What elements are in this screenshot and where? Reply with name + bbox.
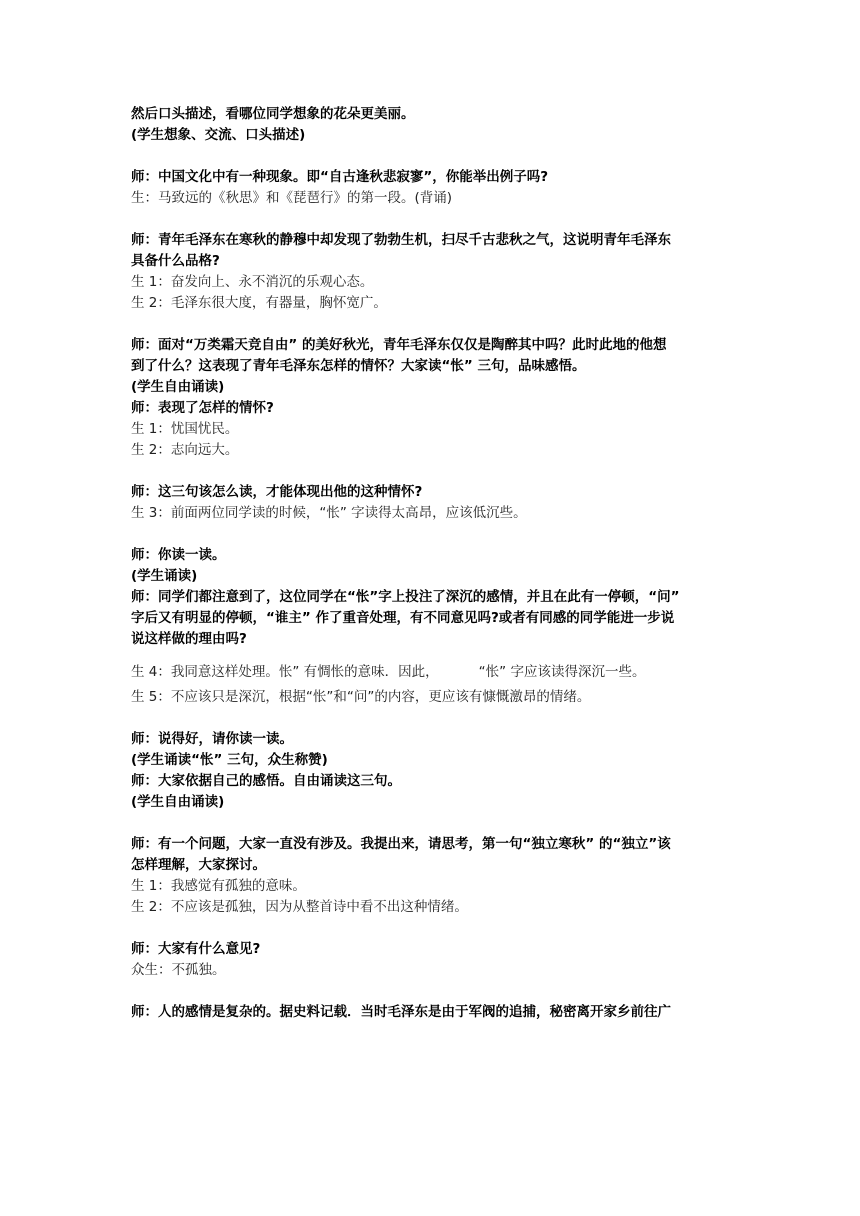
teacher-line: 师：有一个问题，大家一直没有涉及。我提出来，请思考，第一句“独立寒秋” 的“独立”该 — [131, 836, 671, 852]
text-line: 然后口头描述，看哪位同学想象的花朵更美丽。 — [131, 106, 415, 122]
student-line: 生：马致远的《秋思》和《琵琶行》的第一段。(背诵) — [131, 190, 453, 206]
student-line: 生 1：忧国忧民。 — [131, 421, 239, 437]
stage-direction: (学生诵读) — [131, 568, 198, 584]
stage-direction: (学生自由诵读) — [131, 794, 225, 810]
lesson-transcript — [131, 104, 731, 1023]
teacher-line: 师：大家依据自己的感悟。自由诵读这三句。 — [131, 773, 401, 789]
teacher-line: 师：面对“万类霜天竞自由” 的美好秋光，青年毛泽东仅仅是陶醉其中吗？此时此地的他想 — [131, 337, 667, 353]
teacher-line: 师：青年毛泽东在寒秋的静穆中却发现了勃勃生机，扫尽千古悲秋之气，这说明青年毛泽东 — [131, 232, 671, 248]
teacher-line: 师：这三句该怎么读，才能体现出他的这种情怀? — [131, 484, 423, 500]
teacher-line: 师：说得好，请你读一读。 — [131, 731, 293, 747]
student-line-part-2: “怅” 字应该读得深沉一些。 — [478, 664, 646, 680]
student-line: 生 3：前面两位同学读的时候，“怅” 字读得太高昂，应该低沉些。 — [131, 505, 527, 521]
teacher-line: 字后又有明显的停顿，“谁主” 作了重音处理，有不同意见吗?或者有同感的同学能进一步说 — [131, 610, 675, 626]
student-line: 众生：不孤独。 — [131, 962, 226, 978]
teacher-line: 师：同学们都注意到了，这位同学在“怅”字上投注了深沉的感情，并且在此有一停顿，“问” — [131, 589, 680, 605]
student-line-part-1: 生 4：我同意这样处理。怅” 有惆怅的意味．因此， — [131, 664, 439, 680]
teacher-line: 具备什么品格? — [131, 253, 220, 269]
text-line: (学生想象、交流、口头描述) — [131, 127, 306, 143]
student-line: 生 2：不应该是孤独，因为从整首诗中看不出这种情绪。 — [131, 899, 468, 915]
teacher-line: 师：人的感情是复杂的。据史料记载．当时毛泽东是由于军阀的追捕，秘密离开家乡前往广 — [131, 1004, 671, 1020]
teacher-line: 怎样理解，大家探讨。 — [131, 857, 266, 873]
student-line: 生 1：我感觉有孤独的意味。 — [131, 878, 306, 894]
teacher-line: 师：表现了怎样的情怀? — [131, 400, 274, 416]
teacher-line: 到了什么？这表现了青年毛泽东怎样的情怀？大家读“怅” 三句，品味感悟。 — [131, 358, 586, 374]
teacher-line: 师：你读一读。 — [131, 547, 226, 563]
student-line: 生 2：毛泽东很大度，有器量，胸怀宽广。 — [131, 295, 387, 311]
teacher-line: 说这样做的理由吗? — [131, 631, 247, 647]
student-line: 生 5：不应该只是深沉，根据“怅”和“问”的内容，更应该有慷慨激昂的情绪。 — [131, 689, 591, 705]
stage-direction: (学生诵读“怅” 三句，众生称赞) — [131, 752, 328, 768]
student-line — [131, 662, 731, 683]
student-line: 生 2：志向远大。 — [131, 442, 239, 458]
teacher-line: 师：大家有什么意见? — [131, 941, 261, 957]
stage-direction: (学生自由诵读) — [131, 379, 225, 395]
teacher-line: 师：中国文化中有一种现象。即“自古逢秋悲寂寥”，你能举出例子吗? — [131, 169, 549, 185]
student-line: 生 1：奋发向上、永不消沉的乐观心态。 — [131, 274, 374, 290]
